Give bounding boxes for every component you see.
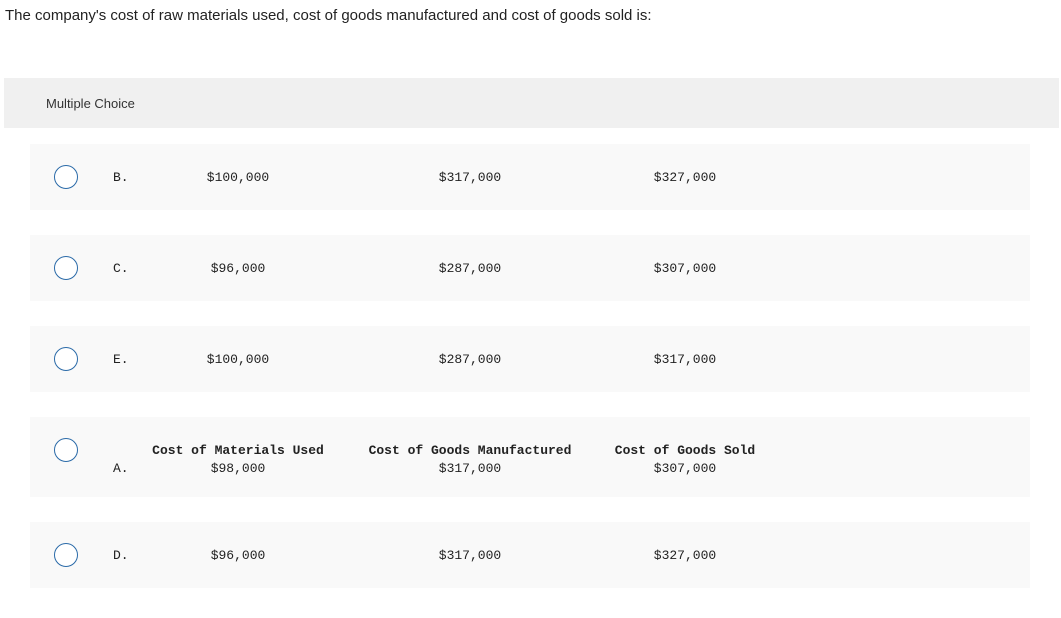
choice-letter: E. <box>113 352 129 367</box>
manufactured-value: $317,000 <box>438 461 502 476</box>
manufactured-value: $317,000 <box>438 548 502 563</box>
question-text: The company's cost of raw materials used, cost of goods manufactured and cost of goods sold is: <box>5 7 652 24</box>
materials-value: $96,000 <box>210 548 266 563</box>
choices-list <box>4 128 1059 618</box>
sold-value: $307,000 <box>653 461 717 476</box>
materials-value: $98,000 <box>210 461 266 476</box>
manufactured-value: $317,000 <box>438 170 502 185</box>
sold-value: $327,000 <box>653 548 717 563</box>
manufactured-value: $287,000 <box>438 352 502 367</box>
multiple-choice-label: Multiple Choice <box>46 96 135 111</box>
choice-letter: B. <box>113 170 129 185</box>
radio-button-c[interactable] <box>54 256 78 280</box>
choice-a[interactable] <box>30 417 1030 497</box>
header-cost-of-goods-manufactured: Cost of Goods Manufactured <box>368 443 572 458</box>
choice-letter: C. <box>113 261 129 276</box>
radio-button-a[interactable] <box>54 438 78 462</box>
choice-letter: D. <box>113 548 129 563</box>
radio-button-e[interactable] <box>54 347 78 371</box>
materials-value: $96,000 <box>210 261 266 276</box>
choice-d[interactable] <box>30 522 1030 588</box>
sold-value: $307,000 <box>653 261 717 276</box>
sold-value: $317,000 <box>653 352 717 367</box>
radio-button-b[interactable] <box>54 165 78 189</box>
header-cost-of-materials-used: Cost of Materials Used <box>152 443 324 458</box>
choice-letter: A. <box>113 461 129 476</box>
materials-value: $100,000 <box>206 170 270 185</box>
multiple-choice-panel <box>4 78 1059 618</box>
choice-b[interactable] <box>30 144 1030 210</box>
materials-value: $100,000 <box>206 352 270 367</box>
choice-c[interactable] <box>30 235 1030 301</box>
manufactured-value: $287,000 <box>438 261 502 276</box>
radio-button-d[interactable] <box>54 543 78 567</box>
choice-e[interactable] <box>30 326 1030 392</box>
sold-value: $327,000 <box>653 170 717 185</box>
header-cost-of-goods-sold: Cost of Goods Sold <box>614 443 756 458</box>
